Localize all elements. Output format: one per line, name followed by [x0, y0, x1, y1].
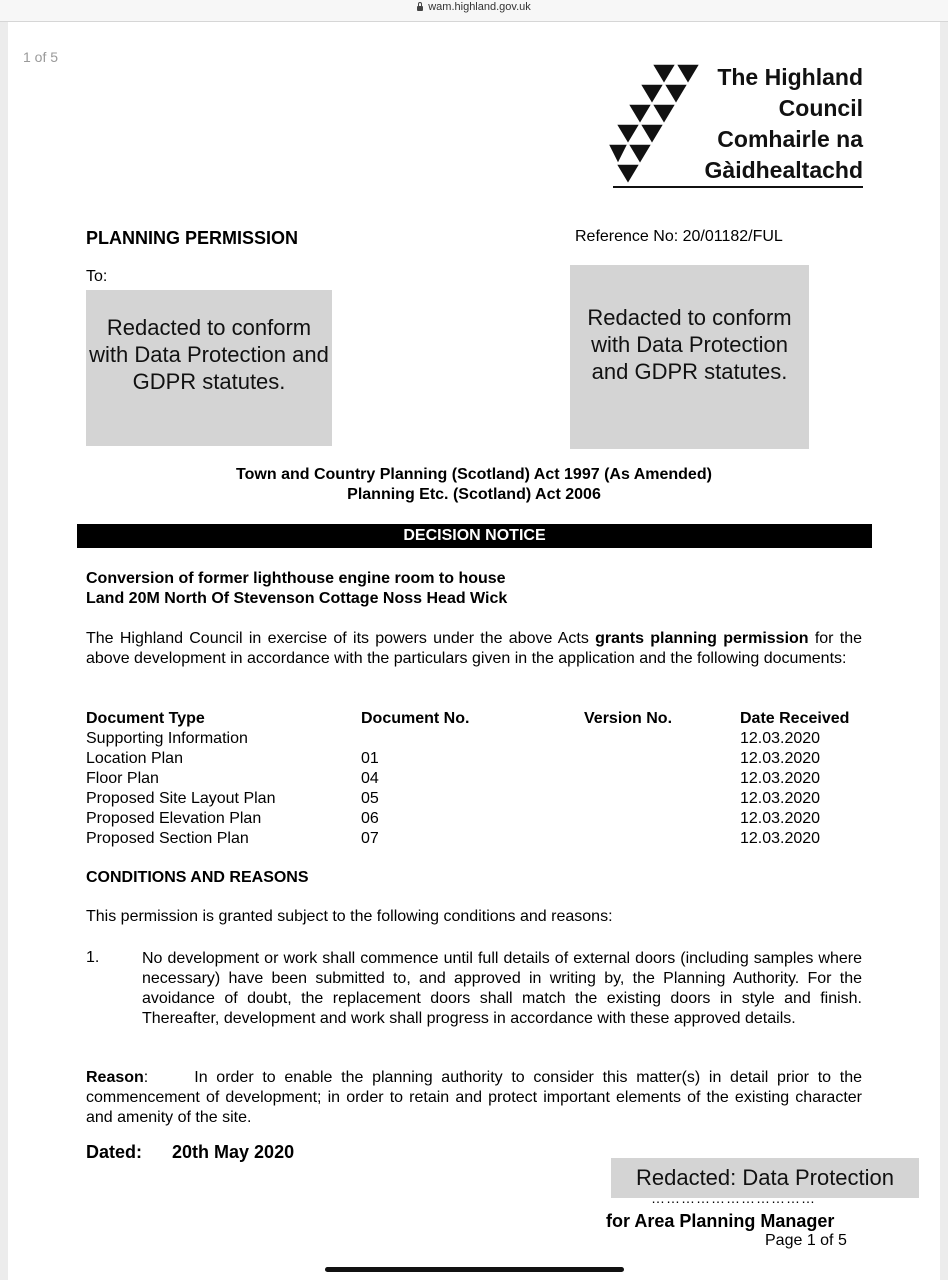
table-header-row: Document Type Document No. Version No. Date Received: [86, 710, 850, 727]
table-row: Location Plan 01 12.03.2020: [86, 750, 821, 767]
conditions-intro: This permission is granted subject to the following conditions and reasons:: [86, 908, 613, 925]
dated-line: Dated: 20th May 2020: [86, 1142, 295, 1162]
signature-dots: ……………………………: [651, 1190, 816, 1206]
page-indicator: 1 of 5: [23, 49, 59, 65]
table-row: Proposed Section Plan 07 12.03.2020: [86, 830, 821, 847]
grant-paragraph: The Highland Council in exercise of its powers under the above Acts grants planning permission for the above development in accordance with the particulars given in the application and the following documents:: [86, 630, 862, 667]
redacted-applicant-block: Redacted to conform with Data Protection and GDPR statutes.: [86, 290, 332, 446]
document-page: [8, 22, 940, 1280]
redacted-signature: Redacted: Data Protection: [611, 1158, 919, 1198]
conditions-heading: CONDITIONS AND REASONS: [86, 869, 309, 886]
signer-title: for Area Planning Manager: [606, 1211, 835, 1231]
decision-notice-banner: DECISION NOTICE: [77, 524, 872, 548]
condition-number: 1.: [86, 949, 100, 966]
documents-table: [86, 709, 865, 849]
table-row: Floor Plan 04 12.03.2020: [86, 770, 821, 787]
url-text: wam.highland.gov.uk: [428, 1, 531, 13]
table-row: Supporting Information 12.03.2020: [86, 730, 821, 747]
logo-underline: [613, 186, 863, 188]
home-indicator[interactable]: [325, 1267, 624, 1272]
reason-paragraph: Reason: In order to enable the planning authority to consider this matter(s) in detail prior to the commencement of development; in order to retain and protect important elements of the existing character and amenity of the site.: [86, 1069, 862, 1126]
table-row: Proposed Elevation Plan 06 12.03.2020: [86, 810, 821, 827]
highland-council-logo-icon: [608, 62, 708, 187]
to-label: To:: [86, 268, 108, 285]
table-row: Proposed Site Layout Plan 05 12.03.2020: [86, 790, 821, 807]
acts-heading: Town and Country Planning (Scotland) Act 1997 (As Amended) Planning Etc. (Scotland) Act 2006: [236, 466, 712, 503]
council-name: The Highland Council Comhairle na Gàidhealtachd: [704, 64, 863, 183]
condition-text: No development or work shall commence until full details of external doors (including samples where necessary) have been submitted to, and approved in writing by, the Planning Authority. For the avoidance of doubt, the replacement doors shall match the existing doors in style and finish. Thereafter, development and work shall progress in accordance with these approved details.: [142, 950, 862, 1027]
address-bar[interactable]: [0, 0, 948, 22]
redacted-agent-block: Redacted to conform with Data Protection and GDPR statutes.: [570, 265, 809, 449]
document-title: PLANNING PERMISSION: [86, 228, 299, 248]
proposal-description: Conversion of former lighthouse engine room to house Land 20M North Of Stevenson Cottage Noss Head Wick: [86, 570, 508, 607]
page-footer: Page 1 of 5: [765, 1232, 847, 1249]
lock-icon: [417, 6, 423, 11]
reference-number: Reference No: 20/01182/FUL: [575, 228, 783, 245]
